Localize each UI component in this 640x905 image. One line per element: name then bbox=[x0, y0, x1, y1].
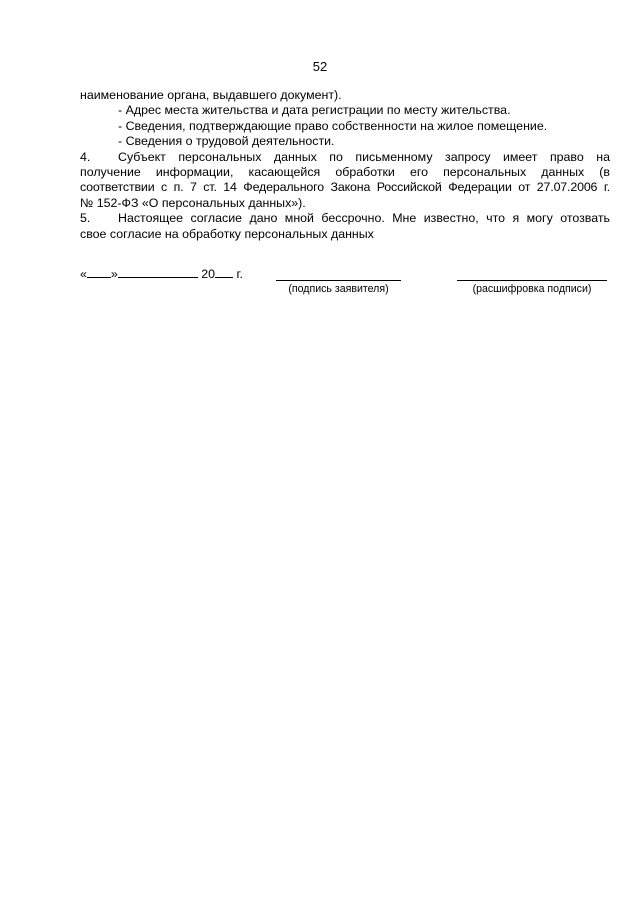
year-prefix: 20 bbox=[201, 267, 216, 281]
date-close-quote: » bbox=[110, 267, 118, 281]
signature-line[interactable] bbox=[276, 265, 401, 281]
paragraph-4-line-3 bbox=[80, 180, 610, 195]
text-line-issuing-authority: наименование органа, выдавшего документ). bbox=[80, 88, 342, 102]
paragraph-4-line-2 bbox=[80, 165, 610, 180]
signature-caption: (подпись заявителя) bbox=[288, 283, 389, 295]
paragraph-4-text-3: соответствии с п. 7 ст. 14 Федерального Закона Российской Федерации от 27.07.2006 г. bbox=[80, 180, 610, 195]
paragraph-4-text-1: Субъект персональных данных по письменному запросу имеет право на bbox=[118, 149, 610, 164]
decipher-field bbox=[457, 265, 607, 296]
date-field bbox=[80, 265, 243, 282]
paragraph-5-number: 5. bbox=[80, 211, 91, 226]
signature-block bbox=[80, 265, 610, 305]
decipher-caption: (расшифровка подписи) bbox=[472, 283, 592, 295]
month-blank[interactable] bbox=[118, 265, 198, 278]
paragraph-4 bbox=[80, 150, 610, 212]
paragraph-5-line-1 bbox=[80, 211, 610, 226]
decipher-line[interactable] bbox=[457, 265, 607, 281]
paragraph-4-line-4: № 152-ФЗ «О персональных данных»). bbox=[80, 195, 306, 210]
date-open-quote: « bbox=[80, 267, 87, 281]
year-suffix: г. bbox=[236, 267, 243, 281]
paragraph-5-line-2: свое согласие на обработку персональных данных bbox=[80, 226, 374, 241]
paragraph-4-number: 4. bbox=[80, 149, 91, 164]
signature-field bbox=[276, 265, 401, 296]
paragraph-5 bbox=[80, 211, 610, 242]
day-blank[interactable] bbox=[87, 265, 111, 278]
paragraph-4-line-1 bbox=[80, 150, 610, 165]
text-line-ownership: - Сведения, подтверждающие право собственности на жилое помещение. bbox=[118, 118, 548, 133]
page-number: 52 bbox=[312, 59, 328, 74]
year-blank[interactable] bbox=[215, 265, 233, 278]
text-line-address: - Адрес места жительства и дата регистрации по месту жительства. bbox=[118, 103, 511, 118]
text-line-employment: - Сведения о трудовой деятельности. bbox=[118, 134, 335, 149]
paragraph-5-text-1: Настоящее согласие дано мной бессрочно. Мне известно, что я могу отозвать bbox=[118, 211, 610, 226]
document-body bbox=[80, 88, 610, 242]
paragraph-4-text-2: получение информации, касающейся обработки его персональных данных (в bbox=[80, 165, 610, 180]
